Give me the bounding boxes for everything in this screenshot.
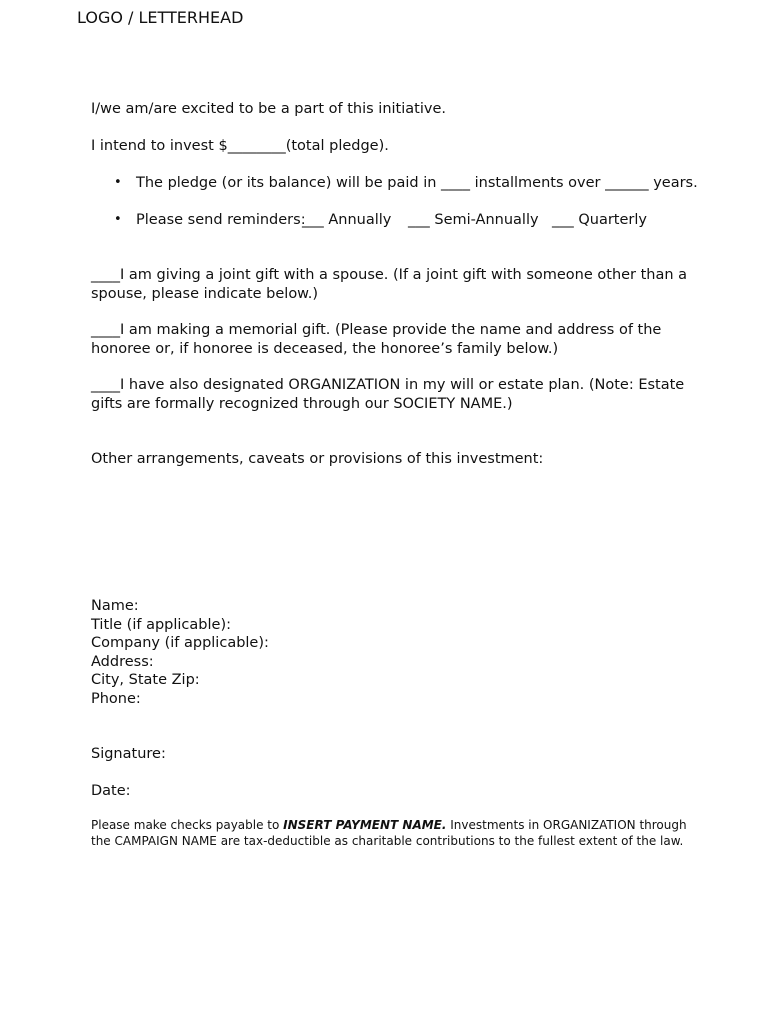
footer-prefix: Please make checks payable to <box>91 818 284 832</box>
intro-text: I/we am/are excited to be a part of this initiative. <box>91 101 446 117</box>
reminder-annually: ___ Annually <box>302 212 392 228</box>
bullet-dot: • <box>114 175 122 190</box>
signature-label: Signature: <box>91 746 166 762</box>
pledge-line <box>91 137 389 156</box>
name-label: Name: <box>91 598 139 614</box>
letterhead: LOGO / LETTERHEAD <box>77 8 244 27</box>
bullet-dot: • <box>114 212 122 227</box>
reminder-semi-annually: ___ Semi-Annually <box>408 212 539 228</box>
memorial-gift-option: ____I am making a memorial gift. (Please provide the name and address of the honoree or, if honoree is deceased, the honoree’s family below.) <box>91 322 662 357</box>
date-label: Date: <box>91 783 131 799</box>
installments-text: The pledge (or its balance) will be paid in ____ installments over ______ years. <box>136 175 698 191</box>
reminders-label: Please send reminders: <box>136 212 306 228</box>
contact-block <box>91 597 269 708</box>
pledge-suffix: (total pledge). <box>285 138 389 154</box>
company-label: Company (if applicable): <box>91 635 269 651</box>
phone-label: Phone: <box>91 690 141 707</box>
footer-suffix: Investments in ORGANIZATION through the CAMPAIGN NAME are tax-deductible as charitable contributions to the fullest extent of the law. <box>91 818 687 848</box>
payment-name: INSERT PAYMENT NAME. <box>283 818 447 832</box>
city-state-zip-label: City, State Zip: <box>91 672 200 688</box>
footer-note <box>91 817 691 849</box>
pledge-prefix: I intend to invest $ <box>91 138 228 154</box>
reminder-quarterly: ___ Quarterly <box>552 212 647 228</box>
address-label: Address: <box>91 653 154 670</box>
title-label: Title (if applicable): <box>91 616 231 633</box>
pledge-amount-blank: ________ <box>227 138 286 154</box>
other-arrangements-label: Other arrangements, caveats or provisions of this investment: <box>91 451 544 467</box>
estate-gift-option: ____I have also designated ORGANIZATION in my will or estate plan. (Note: Estate gifts are formally recognized through our SOCIETY NAME.) <box>91 377 685 412</box>
joint-gift-option: ____I am giving a joint gift with a spouse. (If a joint gift with someone other than a spouse, please indicate below.) <box>91 267 688 302</box>
